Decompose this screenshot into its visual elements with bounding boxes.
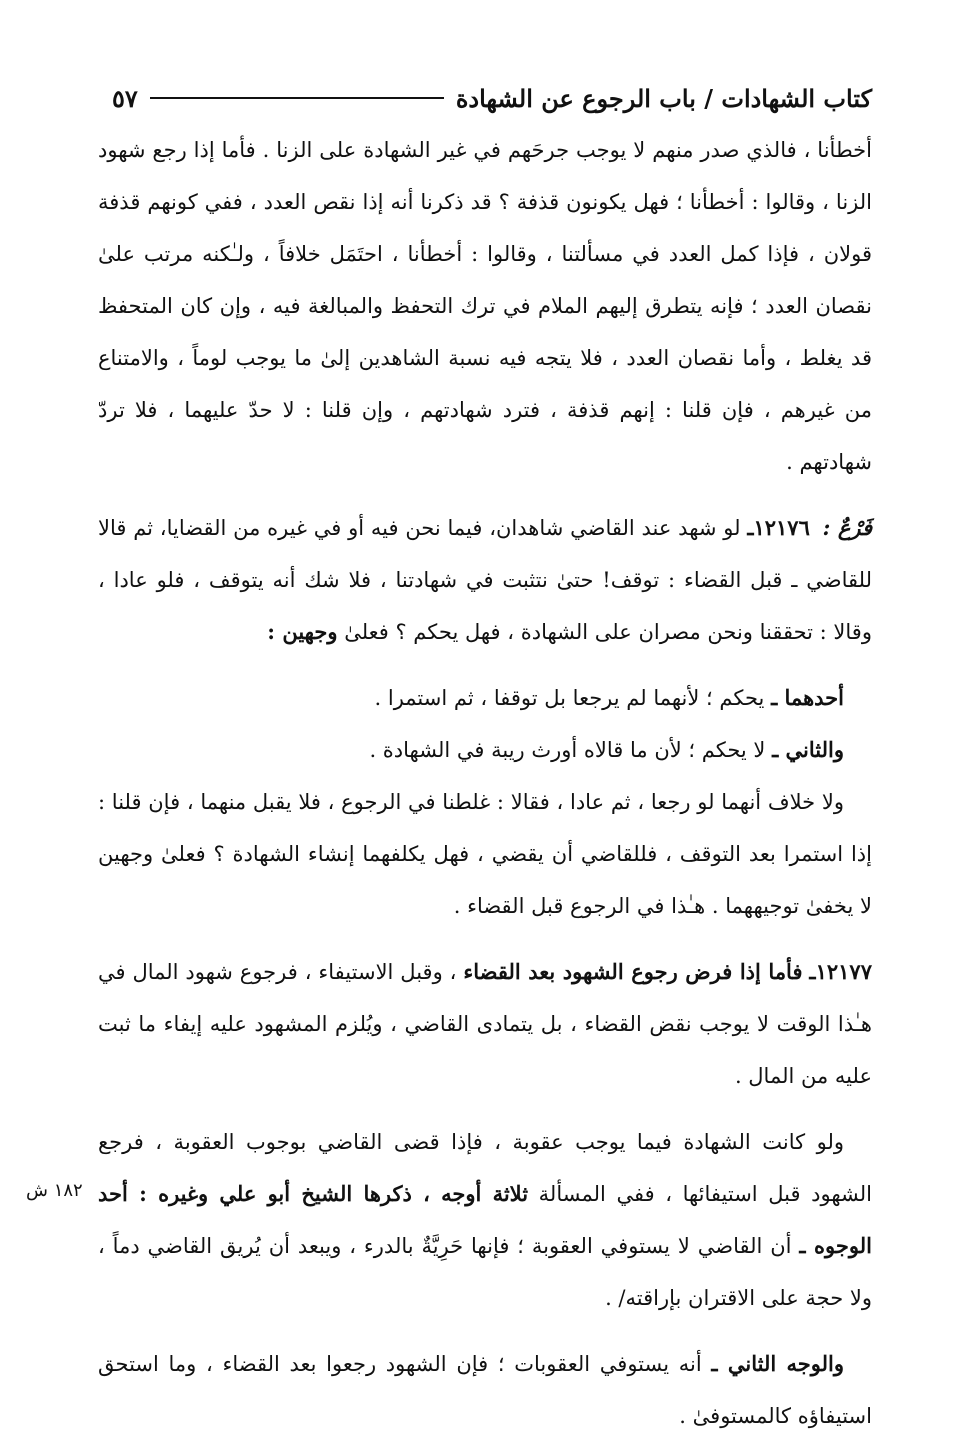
paragraph-text: ولا خلاف أنهما لو رجعا ، ثم عادا ، فقالا : غلطنا في الرجوع ، فلا يقبل منهما ، فإن قلنا : إذا استمرا بعد التوقف ، فللقاضي أن يقضي ، فهل يكلفهما إنشاء الشهادة ؟ فعلىٰ وجهين لا يخفىٰ توجيههما . هـٰذا في الرجوع قبل القضاء .: [98, 790, 872, 918]
paragraph-punishment: [98, 1116, 872, 1324]
issue-number: ١٢١٧٧ـ: [809, 959, 872, 984]
header-rule: [150, 97, 444, 99]
paragraph-1: [98, 124, 872, 488]
paragraph-text: ، وقبل الاستيفاء ، فرجوع شهود المال في هـٰذا الوقت لا يوجب نقض القضاء ، بل يتمادى القاضي ، ويُلزم المشهود عليه إيفاء ما ثبت عليه من المال .: [98, 960, 872, 1088]
paragraph-text: ولو كانت الشهادة فيما يوجب عقوبة ، فإذا قضى القاضي بوجوب العقوبة ، فرجع الشهود قبل استيفائها ، ففي المسألة: [98, 1130, 872, 1206]
manuscript-folio-note: ١٨٢ ش: [26, 1180, 83, 1201]
paragraph-no-dispute: [98, 776, 872, 932]
opinion-label: أحدهما ـ: [771, 685, 844, 710]
far-heading: فَرْعٌ :: [822, 515, 873, 540]
bold-phrase: والوجه الثاني ـ: [711, 1351, 844, 1376]
bold-phrase: ثلاثة أوجه ، ذكرها الشيخ أبو علي وغيره : أحد الوجوه ـ: [98, 1181, 872, 1258]
opinion-text: لا يحكم ؛ لأن ما قالاه أورث ريبة في الشهادة .: [369, 738, 766, 762]
bold-phrase: فأما إذا فرض رجوع الشهود بعد القضاء: [463, 959, 803, 984]
paragraph-text: أخطأنا ، فالذي صدر منهم لا يوجب جرحَهم في غير الشهادة على الزنا . فأما إذا رجع شهود الزنا ، وقالوا : أخطأنا ؛ فهل يكونون قذفة ؟ قد ذكرنا أنه إذا نقص العدد ، ففي كونهم قذفة قولان ، فإذا كمل العدد في مسألتنا ، وقالوا : أخطأنا ، احتَمَل خلافاً ، ولـٰكنه مرتب علىٰ نقصان العدد ؛ فإنه يتطرق إليهم الملام في ترك التحفظ والمبالغة فيه ، وإن كان المتحفظ قد يغلط ، وأما نقصان العدد ، فلا يتجه فيه نسبة الشاهدين إلىٰ ما يوجب لوماً ، والامتناع من غيرهم ، فإن قلنا : إنهم قذفة ، فترد شهادتهم ، وإن قلنا : لا حدّ عليهما ، فلا تردّ شهادتهم .: [98, 138, 872, 474]
paragraph-12176: [98, 502, 872, 658]
running-title: كتاب الشهادات / باب الرجوع عن الشهادة: [455, 83, 872, 113]
paragraph-text: أنه يستوفي العقوبات ؛ فإن الشهود رجعوا بعد القضاء ، وما استحق استيفاؤه كالمستوفىٰ .: [98, 1352, 872, 1428]
paragraph-12177: [98, 946, 872, 1102]
paragraph-second-view: [98, 1338, 872, 1442]
opinion-text: يحكم ؛ لأنهما لم يرجعا بل توقفا ، ثم استمرا .: [374, 686, 765, 710]
paragraph-text: أن القاضي لا يستوفي العقوبة ؛ فإنها حَرِيَّةٌ بالدرء ، ويبعد أن يُريق القاضي دماً ، ولا حجة على الاقتران بإراقته/ .: [98, 1234, 872, 1310]
opinion-first: [98, 672, 872, 724]
page-body: [98, 124, 872, 1442]
issue-number: ١٢١٧٦ـ: [747, 515, 810, 540]
page-header: [112, 78, 872, 118]
opinion-second: [98, 724, 872, 776]
page-number: ٥٧: [112, 83, 138, 113]
bold-phrase: وجهين :: [267, 619, 338, 644]
opinion-label: والثاني ـ: [772, 737, 844, 762]
paragraph-text: لو شهد عند القاضي شاهدان، فيما نحن فيه أو في غيره من القضايا، ثم قالا للقاضي ـ قبل القضاء : توقف! حتىٰ نتثبت في شهادتنا ، فلا شك أنه يتوقف ، فلو عادا ، وقالا : تحققنا ونحن مصران على الشهادة ، فهل يحكم ؟ فعلىٰ: [98, 516, 872, 644]
